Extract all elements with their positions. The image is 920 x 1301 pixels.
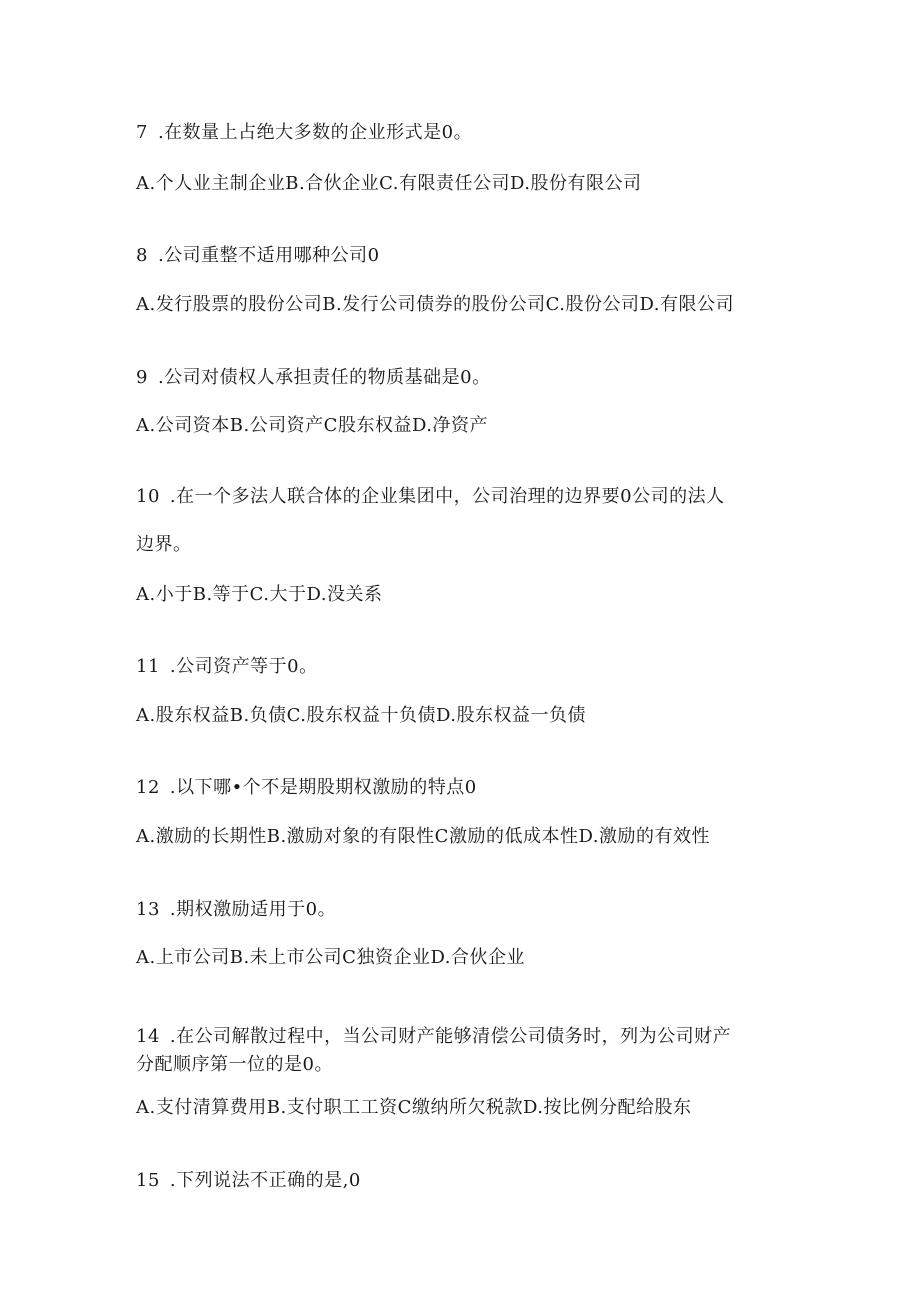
question-9-options: A.公司资本B.公司资产C股东权益D.净资产: [136, 415, 488, 436]
question-text: .公司资产等于0。: [169, 656, 318, 677]
question-text: .下列说法不正确的是,0: [169, 1170, 361, 1191]
question-number: 8: [136, 245, 148, 266]
question-14-text-continued: 分配顺序第一位的是0。: [136, 1054, 333, 1075]
question-15: [136, 1169, 361, 1193]
question-13: [136, 898, 336, 922]
question-7-options: A.个人业主制企业B.合伙企业C.有限责任公司D.股份有限公司: [136, 173, 642, 194]
question-number: 14: [136, 1026, 160, 1047]
question-number: 15: [136, 1170, 160, 1191]
question-14-options: A.支付清算费用B.支付职工工资C缴纳所欠税款D.按比例分配给股东: [136, 1097, 692, 1118]
question-text: .在一个多法人联合体的企业集团中，公司治理的边界要0公司的法人: [169, 486, 725, 507]
question-number: 10: [136, 486, 160, 507]
question-number: 12: [136, 777, 160, 798]
question-number: 13: [136, 899, 160, 920]
question-13-options: A.上市公司B.未上市公司C独资企业D.合伙企业: [136, 947, 525, 968]
question-text: .公司对债权人承担责任的物质基础是0。: [157, 367, 491, 388]
question-10: [136, 485, 725, 509]
question-10-text-continued: 边界。: [136, 534, 192, 555]
question-number: 11: [136, 656, 160, 677]
question-14: [136, 1025, 731, 1049]
question-number: 9: [136, 367, 148, 388]
question-11-options: A.股东权益B.负债C.股东权益十负债D.股东权益一负债: [136, 705, 587, 726]
question-text: .以下哪•个不是期股期权激励的特点0: [169, 777, 477, 798]
question-7: [136, 121, 472, 145]
question-12-options: A.激励的长期性B.激励对象的有限性C激励的低成本性D.激励的有效性: [136, 826, 710, 847]
question-12: [136, 776, 477, 800]
question-10-options: A.小于B.等于C.大于D.没关系: [136, 584, 383, 605]
question-text: .期权激励适用于0。: [169, 899, 337, 920]
question-8-options: A.发行股票的股份公司B.发行公司债券的股份公司C.股份公司D.有限公司: [136, 294, 735, 315]
question-8: [136, 244, 380, 268]
question-text: .公司重整不适用哪种公司0: [157, 245, 380, 266]
question-9: [136, 366, 491, 390]
question-11: [136, 655, 318, 679]
question-text: .在数量上占绝大多数的企业形式是0。: [157, 122, 473, 143]
question-number: 7: [136, 122, 148, 143]
question-text: .在公司解散过程中，当公司财产能够清偿公司债务时，列为公司财产: [169, 1026, 732, 1047]
